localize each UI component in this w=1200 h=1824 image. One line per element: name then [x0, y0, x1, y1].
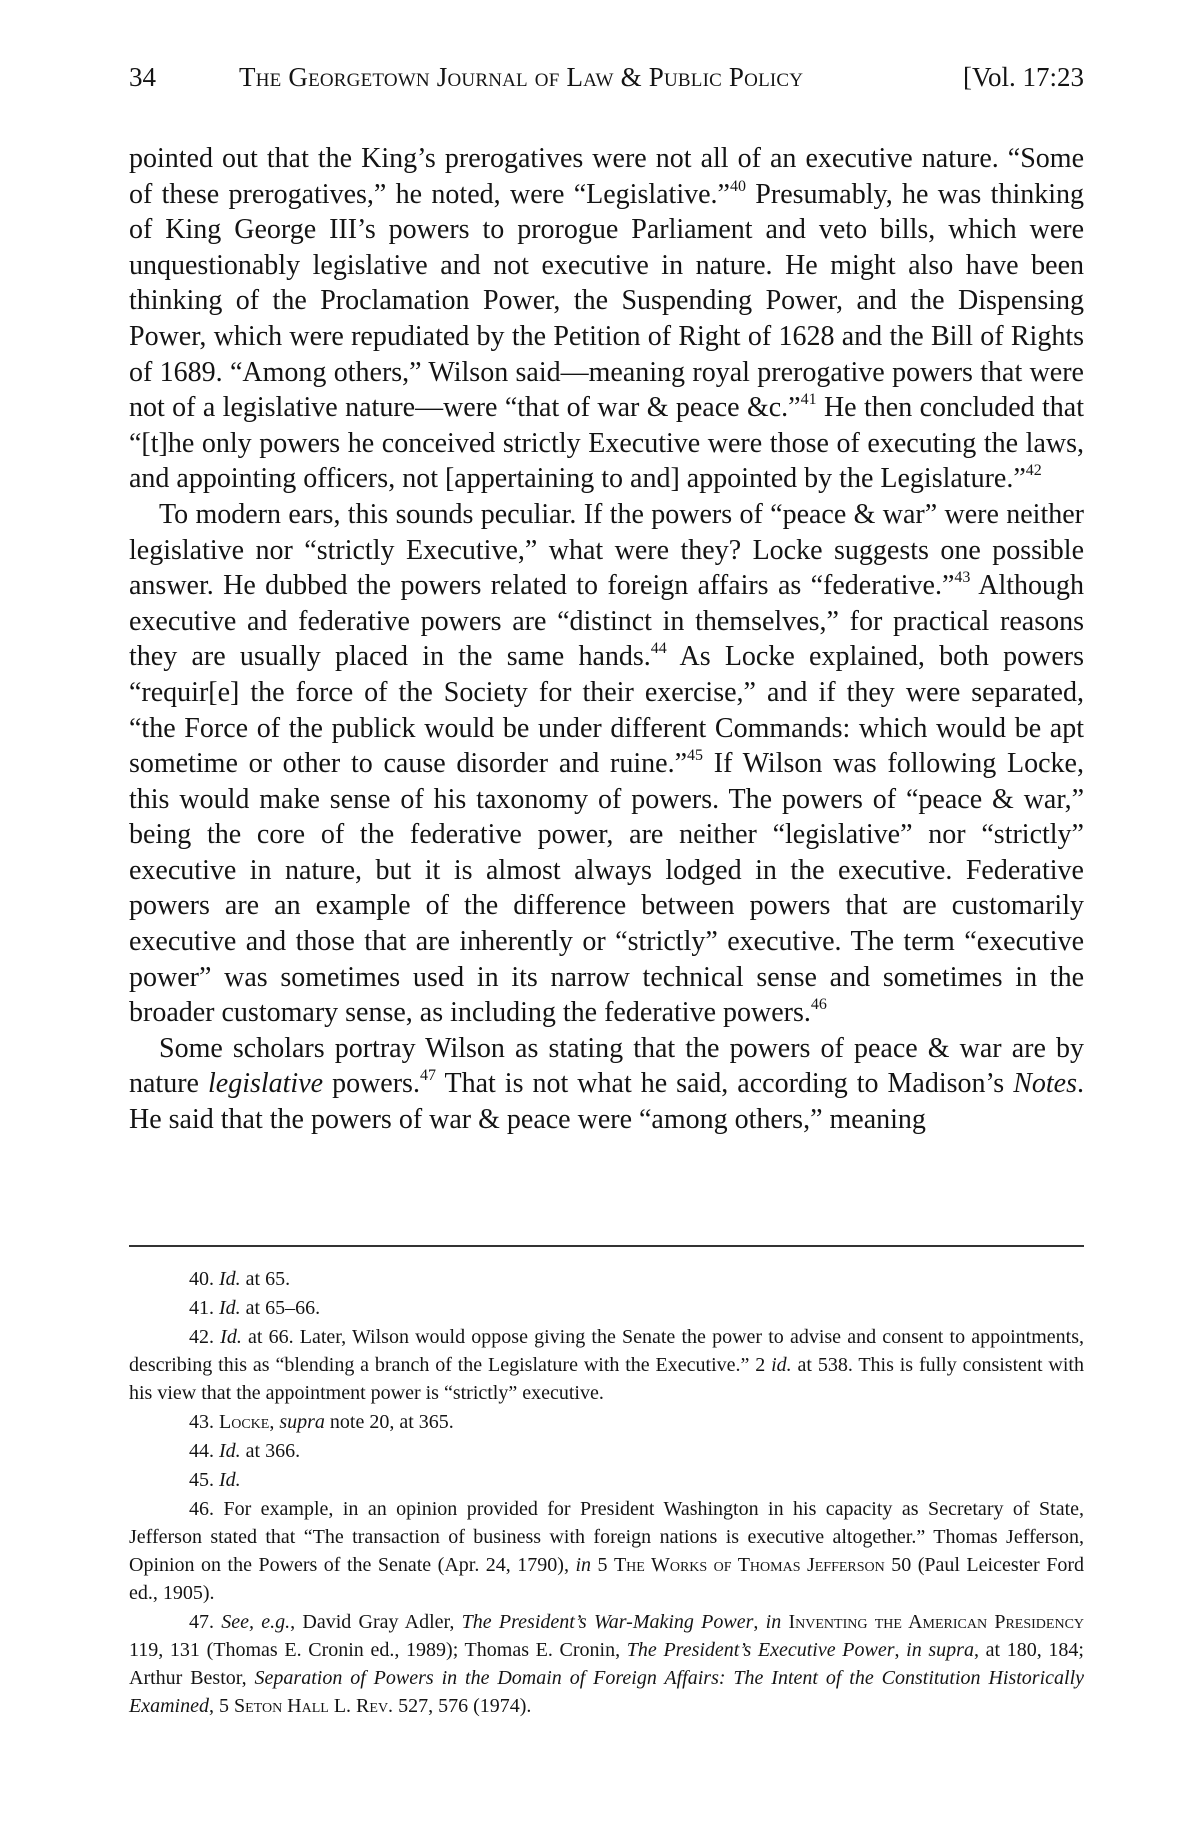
footnote-number: 43. — [189, 1411, 214, 1433]
footnote-number: 41. — [189, 1297, 214, 1319]
italic-text: in supra — [906, 1639, 974, 1661]
running-header — [129, 57, 1084, 97]
footnote-number: 45. — [189, 1469, 214, 1491]
footnote-44 — [129, 1437, 1084, 1465]
italic-text: id. — [771, 1354, 792, 1376]
italic-text: Id. — [219, 1297, 241, 1319]
footnote-46 — [129, 1495, 1084, 1607]
italic-text: supra — [279, 1411, 325, 1433]
text-run: Some scholars portray Wilson as stating that the powers of peace & war are by nature — [129, 1032, 1084, 1100]
small-caps-text: The Works of Thomas Jefferson — [613, 1554, 885, 1576]
footnote-number: 46. — [189, 1498, 214, 1520]
footnote-text: 527, 576 (1974). — [393, 1695, 532, 1717]
text-run: . He said that the powers of war & peace were “among others,” meaning — [129, 1068, 1084, 1136]
text-run: As Locke explained, both powers “requir[e] the force of the Society for their exercise,” and if they were separated, “the Force of the publick would be under different Commands: which would be apt sometime or other to cause disorder and ruine.” — [129, 641, 1084, 780]
footnote-text: at 65. — [240, 1268, 291, 1290]
text-run: pointed out that the King’s prerogatives were not all of an executive nature. “Some of these prerogatives,” he noted, were “Legislative.” — [129, 143, 1084, 210]
footnote-ref-43[interactable]: 43 — [954, 569, 971, 587]
italic-text: legislative — [207, 1068, 324, 1100]
footnote-text: 5 — [591, 1554, 614, 1576]
footnote-text: , — [269, 1411, 280, 1433]
footnote-number: 44. — [189, 1440, 214, 1462]
footnote-ref-41[interactable]: 41 — [800, 391, 817, 409]
paragraph-1 — [129, 141, 1084, 497]
footnote-text: 50 (Paul Leicester Ford ed., 1905). — [129, 1554, 1084, 1604]
footnote-40 — [129, 1265, 1084, 1293]
footnote-text: note 20, at 365. — [324, 1411, 454, 1433]
footnote-41 — [129, 1294, 1084, 1322]
footnote-ref-47[interactable]: 47 — [419, 1067, 436, 1085]
footnote-number: 42. — [189, 1326, 214, 1348]
footnote-42 — [129, 1323, 1084, 1407]
small-caps-text: Locke — [219, 1411, 270, 1433]
text-run: If Wilson was following Locke, this would make sense of his taxonomy of powers. The powers of “peace & war,” being the core of the federative power, are neither “legislative” nor “strictly” executive in nature, but it is almost always lodged in the executive. Federative powers are an example of the difference between powers that are customarily executive and those that are inherently or “strictly” executive. The term “executive power” was sometimes used in its narrow technical sense and sometimes in the broader customary sense, as including the federative powers. — [129, 748, 1084, 1029]
italic-text: in — [575, 1554, 591, 1576]
text-run: powers. — [323, 1068, 420, 1100]
footnote-text: For example, in an opinion provided for President Washington in his capacity as Secretary of State, Jefferson stated that “The transaction of business with foreign nations is executive altogether.” Thomas Jefferson, Opinion on the Powers of the Senate (Apr. 24, 1790), — [129, 1498, 1085, 1576]
footnote-text: , 5 — [208, 1695, 234, 1717]
text-run: That is not what he said, according to Madison’s — [435, 1068, 1014, 1100]
text-run: He then concluded that “[t]he only powers he conceived strictly Executive were those of executing the laws, and appointing officers, not [appertaining to and] appointed by the Legislature.” — [129, 392, 1084, 495]
italic-text: Id. — [220, 1326, 242, 1348]
footnote-ref-42[interactable]: 42 — [1025, 462, 1042, 480]
text-run: Presumably, he was thinking of King George III’s powers to prorogue Parliament and veto bills, which were unquestionably legislative and not executive in nature. He might also have been thinking of the Proclamation Power, the Suspending Power, and the Dispensing Power, which were repudiated by the Petition of Right of 1628 and the Bill of Rights of 1689. “Among others,” Wilson said—meaning royal prerogative powers that were not of a legislative nature—were “that of war & peace &c.” — [129, 178, 1084, 424]
footnotes — [129, 1265, 1084, 1721]
paragraph-3 — [129, 1031, 1084, 1138]
footnote-text: at 65–66. — [240, 1297, 321, 1319]
italic-text: Notes — [1013, 1068, 1077, 1100]
journal-title: The Georgetown Journal of Law & Public Policy — [239, 62, 804, 92]
footnote-45 — [129, 1466, 1084, 1494]
footnote-text: at 66. Later, Wilson would oppose giving the Senate the power to advise and consent to appointments, describing this as “blending a branch of the Legislature with the Executive.” 2 — [129, 1326, 1084, 1376]
main-text — [129, 141, 1084, 1138]
small-caps-text: Inventing the American Presidency — [788, 1611, 1085, 1633]
italic-text: See, e.g. — [221, 1611, 291, 1633]
footnote-text: 119, 131 (Thomas E. Cronin ed., 1989); Thomas E. Cronin, — [129, 1639, 627, 1661]
italic-text: The President’s Executive Power — [626, 1639, 895, 1661]
page-number: 34 — [129, 62, 156, 92]
footnote-divider — [129, 1245, 1084, 1247]
footnote-ref-40[interactable]: 40 — [729, 177, 746, 195]
footnote-ref-46[interactable]: 46 — [810, 996, 827, 1014]
footnote-text: at 538. This is fully consistent with his view that the appointment power is “strictly” executive. — [129, 1354, 1084, 1404]
volume-citation: [Vol. 17:23 — [962, 62, 1084, 92]
paragraph-2 — [129, 497, 1084, 1031]
text-run: Although executive and federative powers are “distinct in themselves,” for practical reasons they are usually placed in the same hands. — [129, 570, 1084, 673]
text-run: To modern ears, this sounds peculiar. If the powers of “peace & war” were neither legislative nor “strictly Executive,” what were they? Locke suggests one possible answer. He dubbed the powers related to foreign affairs as “federative.” — [129, 498, 1084, 602]
italic-text: Id. — [219, 1268, 241, 1290]
italic-text: in — [765, 1611, 782, 1633]
italic-text: Separation of Powers in the Domain of Foreign Affairs: The Intent of the Constitution Historically Examined — [129, 1667, 1084, 1717]
footnote-47 — [129, 1608, 1084, 1720]
footnote-ref-44[interactable]: 44 — [650, 640, 667, 658]
footnote-ref-45[interactable]: 45 — [687, 747, 703, 765]
footnote-43 — [129, 1408, 1084, 1436]
footnote-text: , at 180, 184; Arthur Bestor, — [129, 1639, 1084, 1689]
italic-text: Id. — [219, 1440, 241, 1462]
footnote-text: , — [753, 1611, 766, 1633]
italic-text: The President’s War-Making Power — [461, 1611, 754, 1633]
footnote-text: at 366. — [240, 1440, 301, 1462]
footnote-number: 40. — [189, 1268, 214, 1290]
footnote-text: , David Gray Adler, — [290, 1611, 462, 1633]
italic-text: Id. — [219, 1469, 241, 1491]
footnote-number: 47. — [189, 1611, 214, 1633]
small-caps-text: Seton Hall L. Rev. — [233, 1695, 394, 1717]
footnote-text: , — [894, 1639, 907, 1661]
